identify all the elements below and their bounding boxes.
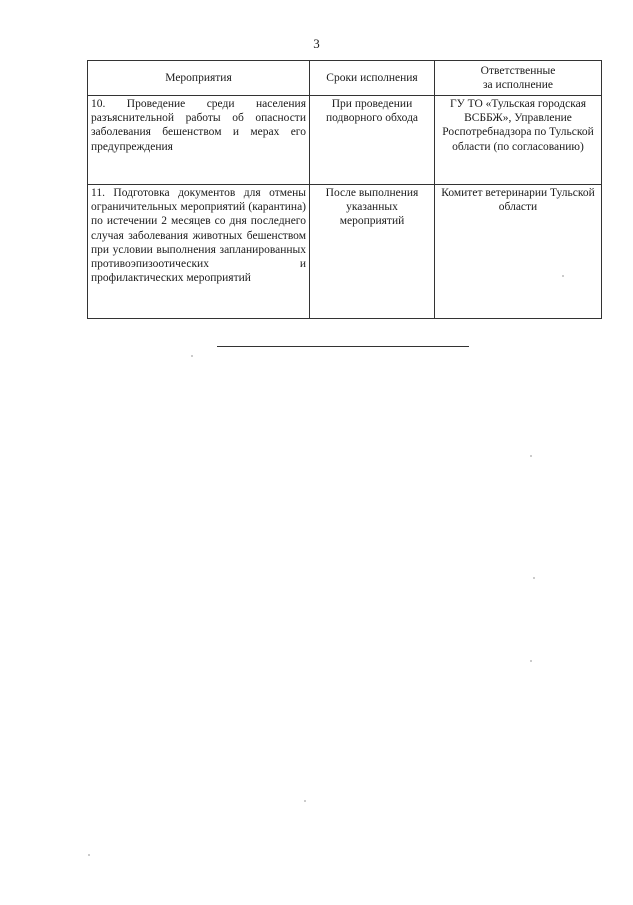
scan-speck	[562, 275, 564, 277]
table-row	[88, 185, 602, 319]
scan-speck	[304, 800, 306, 802]
header-deadlines: Сроки исполнения	[310, 61, 435, 96]
scan-speck	[88, 854, 90, 856]
header-responsible	[435, 61, 602, 96]
end-separator-line	[217, 346, 469, 347]
row-11-event: 11. Подготовка документов для отмены ограничительных мероприятий (карантина) по истечении 2 месяцев со дня последнего случая заболевания животных бешенством при условии выполнения запланированных противоэпизоотических и профилактических мероприятий	[88, 185, 310, 319]
row-10-deadline: При проведении подворного обхода	[310, 96, 435, 185]
row-10-event: 10. Проведение среди населения разъяснительной работы об опасности заболевания бешенством и мерах его предупреждения	[88, 96, 310, 185]
scan-speck	[533, 577, 535, 579]
row-11-deadline: После выполнения указанных мероприятий	[310, 185, 435, 319]
header-responsible-text: Ответственные за исполнение	[480, 64, 556, 91]
scan-speck	[191, 355, 193, 357]
measures-table	[87, 60, 602, 319]
table-header-row	[88, 61, 602, 96]
scan-speck	[530, 660, 532, 662]
row-10-responsible: ГУ ТО «Тульская городская ВСББЖ», Управление Роспотребнадзора по Тульской области (по согласованию)	[435, 96, 602, 185]
table-row	[88, 96, 602, 185]
scan-speck	[530, 455, 532, 457]
row-11-responsible: Комитет ветеринарии Тульской области	[435, 185, 602, 319]
page-number: 3	[313, 36, 320, 51]
header-events: Мероприятия	[88, 61, 310, 96]
